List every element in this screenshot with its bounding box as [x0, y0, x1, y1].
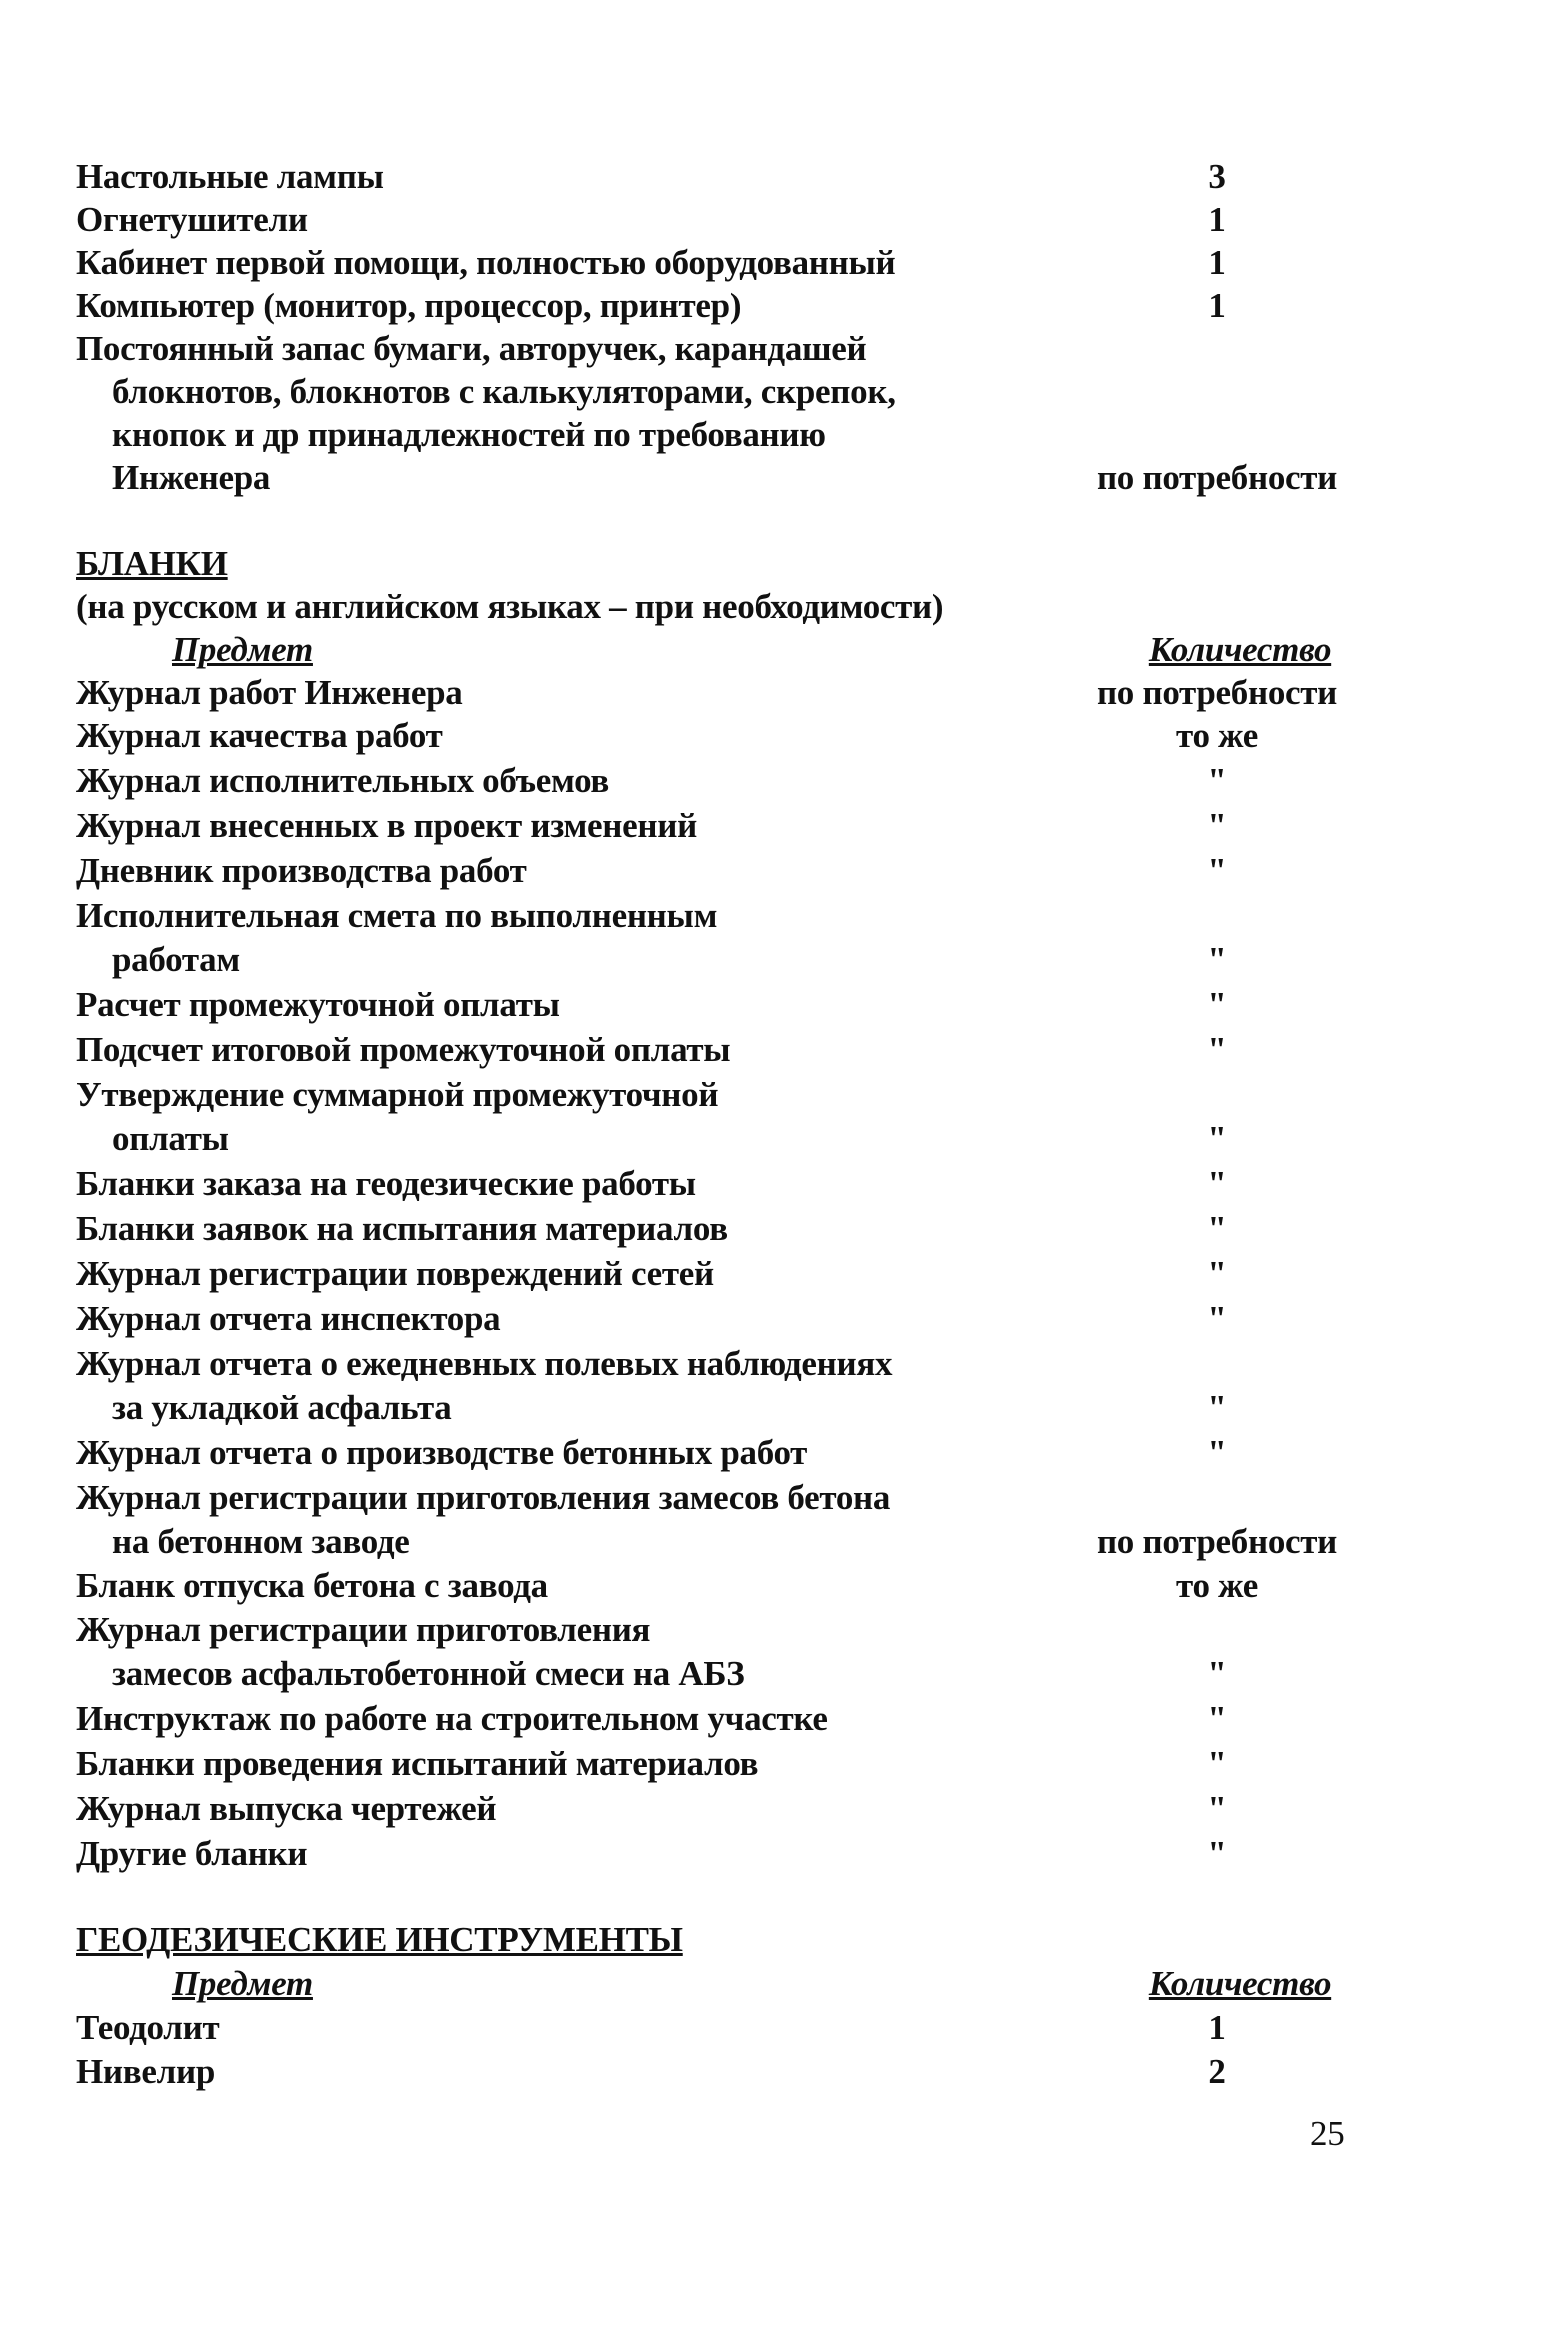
item-name: оплаты — [112, 1119, 229, 1158]
item-quantity: " — [1207, 1030, 1227, 1069]
table-row — [0, 759, 1559, 803]
item-quantity: " — [1207, 1744, 1227, 1783]
table-row — [0, 714, 1559, 758]
item-name: Дневник производства работ — [76, 851, 527, 890]
table-row — [0, 1697, 1559, 1741]
item-name: Постоянный запас бумаги, авторучек, карандашей — [76, 329, 867, 368]
item-quantity: " — [1207, 1699, 1227, 1738]
section-note — [0, 585, 1559, 629]
table-row — [0, 849, 1559, 893]
item-quantity: " — [1207, 1119, 1227, 1158]
item-name: Настольные лампы — [76, 157, 384, 196]
section-heading-text: БЛАНКИ — [76, 544, 228, 583]
item-quantity: " — [1207, 1433, 1227, 1472]
table-row — [0, 198, 1559, 242]
table-row — [0, 1162, 1559, 1206]
item-name: за укладкой асфальта — [112, 1388, 452, 1427]
table-row — [0, 370, 1559, 414]
item-name: Журнал отчета инспектора — [76, 1299, 501, 1338]
item-quantity: " — [1207, 761, 1227, 800]
item-name: Подсчет итоговой промежуточной оплаты — [76, 1030, 731, 1069]
item-quantity: " — [1207, 940, 1227, 979]
item-quantity: по потребности — [1096, 673, 1338, 712]
item-name: Журнал качества работ — [76, 716, 443, 755]
item-quantity: " — [1207, 1164, 1227, 1203]
table-row — [0, 938, 1559, 982]
item-quantity: 2 — [1208, 2052, 1226, 2091]
table-row — [0, 2006, 1559, 2050]
item-quantity: " — [1207, 1388, 1227, 1427]
item-quantity: по потребности — [1096, 1522, 1338, 1561]
section-heading — [0, 1918, 1559, 1962]
item-name: Журнал регистрации повреждений сетей — [76, 1254, 714, 1293]
item-quantity: " — [1207, 1254, 1227, 1293]
item-name: блокнотов, блокнотов с калькуляторами, скрепок, — [112, 372, 896, 411]
page-number: 25 — [1310, 2114, 1345, 2153]
table-row — [0, 1342, 1559, 1386]
table-row — [0, 1652, 1559, 1696]
item-quantity: 1 — [1208, 286, 1226, 325]
table-row — [0, 1832, 1559, 1876]
column-header-row — [0, 1962, 1559, 2006]
table-row — [0, 1073, 1559, 1117]
column-header-quantity: Количество — [1148, 630, 1332, 669]
item-name: Журнал регистрации приготовления — [76, 1610, 651, 1649]
item-name: Инструктаж по работе на строительном участке — [76, 1699, 828, 1738]
item-quantity: " — [1207, 1299, 1227, 1338]
table-row — [0, 1252, 1559, 1296]
table-row — [0, 1608, 1559, 1652]
item-name: Кабинет первой помощи, полностью оборудованный — [76, 243, 896, 282]
item-name: Утверждение суммарной промежуточной — [76, 1075, 719, 1114]
item-quantity: " — [1207, 985, 1227, 1024]
item-name: Нивелир — [76, 2052, 215, 2091]
table-row — [0, 1742, 1559, 1786]
item-name: работам — [112, 940, 240, 979]
item-quantity: " — [1207, 1209, 1227, 1248]
table-row — [0, 1297, 1559, 1341]
item-quantity: " — [1207, 1789, 1227, 1828]
table-row — [0, 284, 1559, 328]
table-row — [0, 1028, 1559, 1072]
item-name: Другие бланки — [76, 1834, 308, 1873]
item-name: Журнал внесенных в проект изменений — [76, 806, 697, 845]
item-name: Огнетушители — [76, 200, 308, 239]
item-quantity: 1 — [1208, 243, 1226, 282]
item-name: Инженера — [112, 458, 271, 497]
table-row — [0, 804, 1559, 848]
item-name: Бланки заявок на испытания материалов — [76, 1209, 728, 1248]
item-name: Расчет промежуточной оплаты — [76, 985, 560, 1024]
item-name: Журнал исполнительных объемов — [76, 761, 610, 800]
table-row — [0, 1476, 1559, 1520]
item-name: Теодолит — [76, 2008, 220, 2047]
item-name: Бланки заказа на геодезические работы — [76, 1164, 696, 1203]
item-name: на бетонном заводе — [112, 1522, 410, 1561]
column-header-item: Предмет — [172, 630, 313, 669]
item-quantity: то же — [1176, 1566, 1258, 1605]
table-row — [0, 894, 1559, 938]
table-row — [0, 155, 1559, 199]
item-name: замесов асфальтобетонной смеси на АБЗ — [112, 1654, 745, 1693]
table-row — [0, 671, 1559, 715]
table-row — [0, 456, 1559, 500]
table-row — [0, 1431, 1559, 1475]
item-quantity: то же — [1176, 716, 1258, 755]
item-name: кнопок и др принадлежностей по требованию — [112, 415, 826, 454]
table-row — [0, 983, 1559, 1027]
item-name: Журнал отчета о ежедневных полевых наблюдениях — [76, 1344, 893, 1383]
item-name: Бланки проведения испытаний материалов — [76, 1744, 759, 1783]
table-row — [0, 327, 1559, 371]
table-row — [0, 1207, 1559, 1251]
table-row — [0, 413, 1559, 457]
section-note-text: (на русском и английском языках – при необходимости) — [76, 587, 944, 626]
table-row — [0, 1117, 1559, 1161]
table-row — [0, 1787, 1559, 1831]
item-name: Журнал регистрации приготовления замесов бетона — [76, 1478, 891, 1517]
column-header-row — [0, 628, 1559, 672]
column-header-quantity: Количество — [1148, 1964, 1332, 2003]
table-row — [0, 1564, 1559, 1608]
item-quantity: " — [1207, 1834, 1227, 1873]
table-row — [0, 1520, 1559, 1564]
item-name: Журнал работ Инженера — [76, 673, 463, 712]
item-quantity: 1 — [1208, 200, 1226, 239]
item-quantity: по потребности — [1096, 458, 1338, 497]
table-row — [0, 241, 1559, 285]
section-heading — [0, 542, 1559, 586]
section-heading-text: ГЕОДЕЗИЧЕСКИЕ ИНСТРУМЕНТЫ — [76, 1920, 683, 1959]
item-quantity: " — [1207, 1654, 1227, 1693]
item-quantity: " — [1207, 806, 1227, 845]
item-name: Журнал выпуска чертежей — [76, 1789, 497, 1828]
item-name: Исполнительная смета по выполненным — [76, 896, 718, 935]
table-row — [0, 2050, 1559, 2094]
table-row — [0, 1386, 1559, 1430]
item-quantity: 3 — [1208, 157, 1226, 196]
item-name: Компьютер (монитор, процессор, принтер) — [76, 286, 742, 325]
item-quantity: " — [1207, 851, 1227, 890]
item-quantity: 1 — [1208, 2008, 1226, 2047]
item-name: Журнал отчета о производстве бетонных работ — [76, 1433, 808, 1472]
item-name: Бланк отпуска бетона с завода — [76, 1566, 548, 1605]
column-header-item: Предмет — [172, 1964, 313, 2003]
